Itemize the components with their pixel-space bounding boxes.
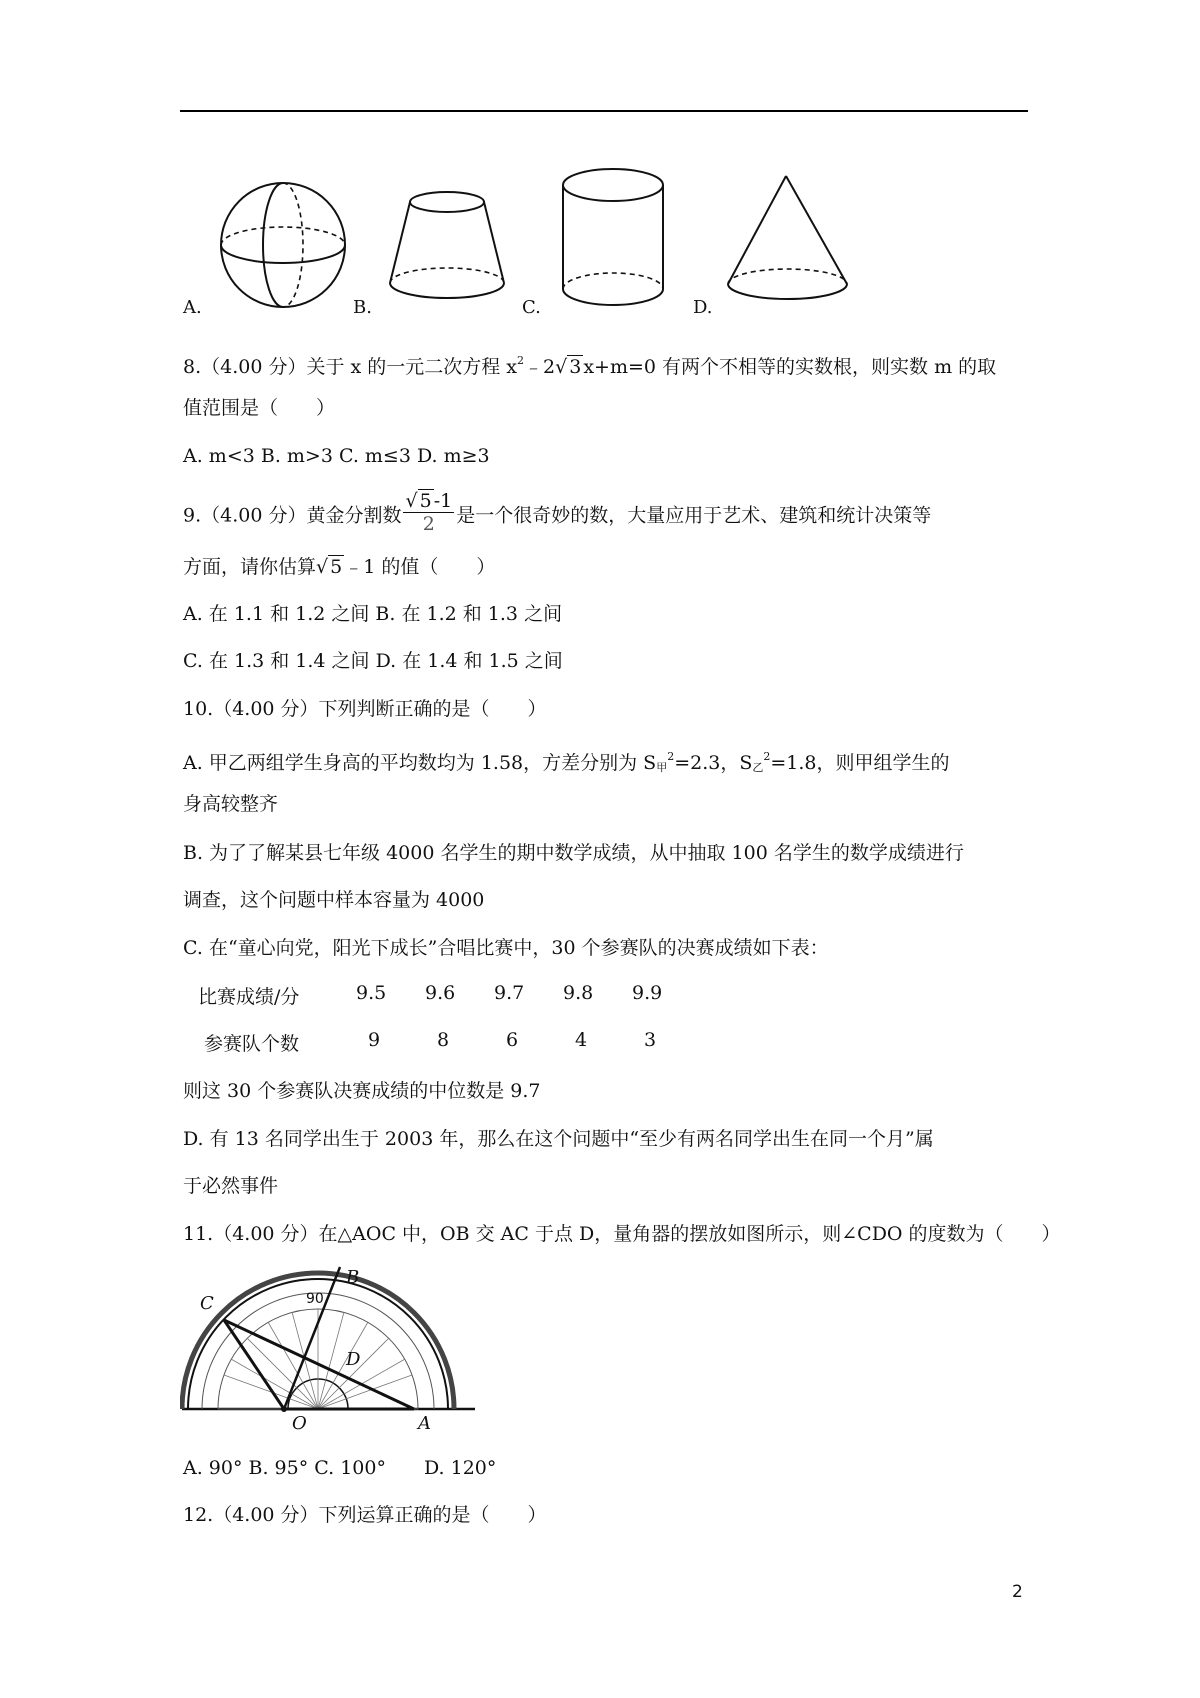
q10-stem: 10.（4.00 分）下列判断正确的是（ ） xyxy=(183,698,547,720)
option-c-label: C. xyxy=(522,297,541,318)
protractor-figure xyxy=(180,1265,480,1430)
cylinder-figure xyxy=(558,163,668,313)
table-cell: 8 xyxy=(437,1029,450,1051)
frustum-figure xyxy=(382,180,512,310)
q11-options: A. 90° B. 95° C. 100° D. 120° xyxy=(183,1457,497,1479)
label-90: 90 xyxy=(306,1291,324,1307)
q10-option-d-line1: D. 有 13 名同学出生于 2003 年，那么在这个问题中“至少有两名同学出生在同一个月”属 xyxy=(183,1128,934,1150)
q9-options-ab: A. 在 1.1 和 1.2 之间 B. 在 1.2 和 1.3 之间 xyxy=(183,603,563,625)
table-cell: 9.6 xyxy=(425,982,456,1004)
q11-stem: 11.（4.00 分）在△AOC 中，OB 交 AC 于点 D，量角器的摆放如图所示，则∠CDO 的度数为（ ） xyxy=(183,1223,1061,1245)
table-header-count: 参赛队个数 xyxy=(204,1033,300,1055)
option-b-label: B. xyxy=(353,297,372,318)
q10-option-a-line2: 身高较整齐 xyxy=(183,793,279,815)
golden-ratio-fraction: $\frac{√ 5 -1}{2}$ xyxy=(405,490,453,535)
table-header-score: 比赛成绩/分 xyxy=(198,986,300,1008)
table-cell: 9.8 xyxy=(563,982,594,1004)
q10-option-b-line2: 调查，这个问题中样本容量为 4000 xyxy=(183,889,485,911)
q8-stem-line2: 值范围是（ ） xyxy=(183,397,336,419)
label-b: B xyxy=(346,1267,360,1288)
page-number: 2 xyxy=(1012,1582,1023,1602)
label-d: D xyxy=(346,1349,361,1370)
table-cell: 3 xyxy=(644,1029,657,1051)
q9-options-cd: C. 在 1.3 和 1.4 之间 D. 在 1.4 和 1.5 之间 xyxy=(183,650,563,672)
table-cell: 9.5 xyxy=(356,982,387,1004)
sqrt-3: √ 3 xyxy=(555,356,582,378)
q8-stem-line1: 8.（4.00 分）关于 x 的一元二次方程 $x^2﹣2√$ 3 x+m=0 有两个不相等的实数根，则实数 m 的取 xyxy=(183,354,997,378)
q10-option-b-line1: B. 为了了解某县七年级 4000 名学生的期中数学成绩，从中抽取 100 名学生的数学成绩进行 xyxy=(183,842,964,864)
q9-stem-line2: 方面，请你估算√ 5 ﹣1 的值（ ） xyxy=(183,556,496,578)
q8-options: A. m<3 B. m>3 C. m≤3 D. m≥3 xyxy=(183,445,490,467)
q10-option-c-line2: 则这 30 个参赛队决赛成绩的中位数是 9.7 xyxy=(183,1080,541,1102)
cone-figure xyxy=(724,172,854,312)
header-rule xyxy=(180,110,1028,112)
table-cell: 4 xyxy=(575,1029,588,1051)
table-cell: 9.7 xyxy=(494,982,525,1004)
option-d-label: D. xyxy=(693,297,713,318)
sphere-figure xyxy=(213,175,353,315)
option-a-label: A. xyxy=(183,297,202,318)
table-cell: 9.9 xyxy=(632,982,663,1004)
label-o: O xyxy=(292,1413,307,1430)
score-table-row-1 xyxy=(198,982,898,1008)
q9-stem-line1: 9.（4.00 分）黄金分割数 $\frac{√ 5 -1}{2}$ 是一个很奇妙的数，大量应用于艺术、建筑和统计决策等 xyxy=(183,490,932,535)
label-c: C xyxy=(200,1293,214,1314)
q10-option-c-line1: C. 在“童心向党，阳光下成长”合唱比赛中，30 个参赛队的决赛成绩如下表： xyxy=(183,937,829,959)
q12-stem: 12.（4.00 分）下列运算正确的是（ ） xyxy=(183,1504,547,1526)
table-cell: 6 xyxy=(506,1029,519,1051)
label-a: A xyxy=(418,1413,431,1430)
score-table-row-2 xyxy=(204,1029,904,1055)
q10-option-d-line2: 于必然事件 xyxy=(183,1175,279,1197)
q10-option-a-line1: A. 甲乙两组学生身高的平均数均为 1.58，方差分别为 S甲$^2$=2.3，S乙$^2$=1.8，则甲组学生的 xyxy=(183,750,950,774)
table-cell: 9 xyxy=(368,1029,381,1051)
